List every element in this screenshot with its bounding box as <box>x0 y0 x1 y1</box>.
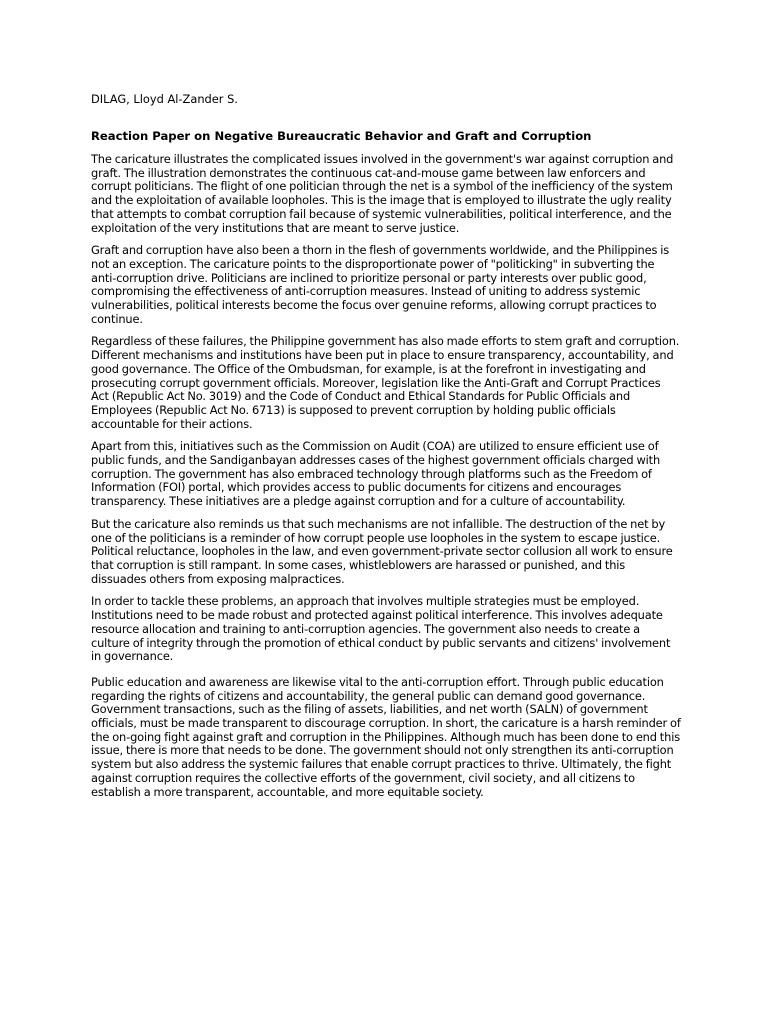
body-paragraph-6: In order to tackle these problems, an approach that involves multiple strategies must be employed. Institutions need to be made robust and protected against political interference. This involves adequate resource allocation and training to anti-corruption agencies. The government also needs to create a culture of integrity through the promotion of ethical conduct by public servants and citizens' involvement in governance. <box>91 594 671 664</box>
body-paragraph-7: Public education and awareness are likewise vital to the anti-corruption effort. Through public education regarding the rights of citizens and accountability, the general public can demand good governance. Government transactions, such as the filing of assets, liabilities, and net worth (SALN) of government officials, must be made transparent to discourage corruption. In short, the caricature is a harsh reminder of the on-going fight against graft and corruption in the Philippines. Although much has been done to end this issue, there is more that needs to be done. The government should not only strengthen its anti-corruption system but also address the systemic failures that enable corrupt practices to thrive. Ultimately, the fight against corruption requires the collective efforts of the government, civil society, and all citizens to establish a more transparent, accountable, and more equitable society. <box>91 674 681 799</box>
body-paragraph-4: Apart from this, initiatives such as the Commission on Audit (COA) are utilized to ensure efficient use of public funds, and the Sandiganbayan addresses cases of the highest government officials charged with corruption. The government has also embraced technology through platforms such as the Freedom of Information (FOI) portal, which provides access to public documents for citizens and encourages transparency. These initiatives are a pledge against corruption and for a culture of accountability. <box>91 439 661 509</box>
body-paragraph-3: Regardless of these failures, the Philippine government has also made efforts to stem graft and corruption. Different mechanisms and institutions have been put in place to ensure transparency, accountability, and good governance. The Office of the Ombudsman, for example, is at the forefront in investigating and prosecuting corrupt government officials. Moreover, legislation like the Anti-Graft and Corrupt Practices Act (Republic Act No. 3019) and the Code of Conduct and Ethical Standards for Public Officials and Employees (Republic Act No. 6713) is supposed to prevent corruption by holding public officials accountable for their actions. <box>91 334 680 431</box>
body-paragraph-1: The caricature illustrates the complicated issues involved in the government's war against corruption and graft. The illustration demonstrates the continuous cat-and-mouse game between law enforcers and corrupt politicians. The flight of one politician through the net is a symbol of the inefficiency of the system and the exploitation of available loopholes. This is the image that is employed to illustrate the ugly reality that attempts to combat corruption fail because of systemic vulnerabilities, political interference, and the exploitation of the very institutions that are meant to serve justice. <box>91 152 674 235</box>
author-name: DILAG, Lloyd Al-Zander S. <box>91 92 238 106</box>
body-paragraph-2: Graft and corruption have also been a thorn in the flesh of governments worldwide, and the Philippines is not an exception. The caricature points to the disproportionate power of "politicking" in subverting the anti-corruption drive. Politicians are inclined to prioritize personal or party interests over public good, compromising the effectiveness of anti-corruption measures. Instead of uniting to address systemic vulnerabilities, political interests become the focus over genuine reforms, allowing corrupt practices to continue. <box>91 243 670 326</box>
body-paragraph-5: But the caricature also reminds us that such mechanisms are not infallible. The destruction of the net by one of the politicians is a reminder of how corrupt people use loopholes in the system to escape justice. Political reluctance, loopholes in the law, and even government-private sector collusion all work to ensure that corruption is still rampant. In some cases, whistleblowers are harassed or punished, and this dissuades others from exposing malpractices. <box>91 516 673 586</box>
document-page <box>91 92 681 808</box>
document-title: Reaction Paper on Negative Bureaucratic Behavior and Graft and Corruption <box>91 129 592 143</box>
